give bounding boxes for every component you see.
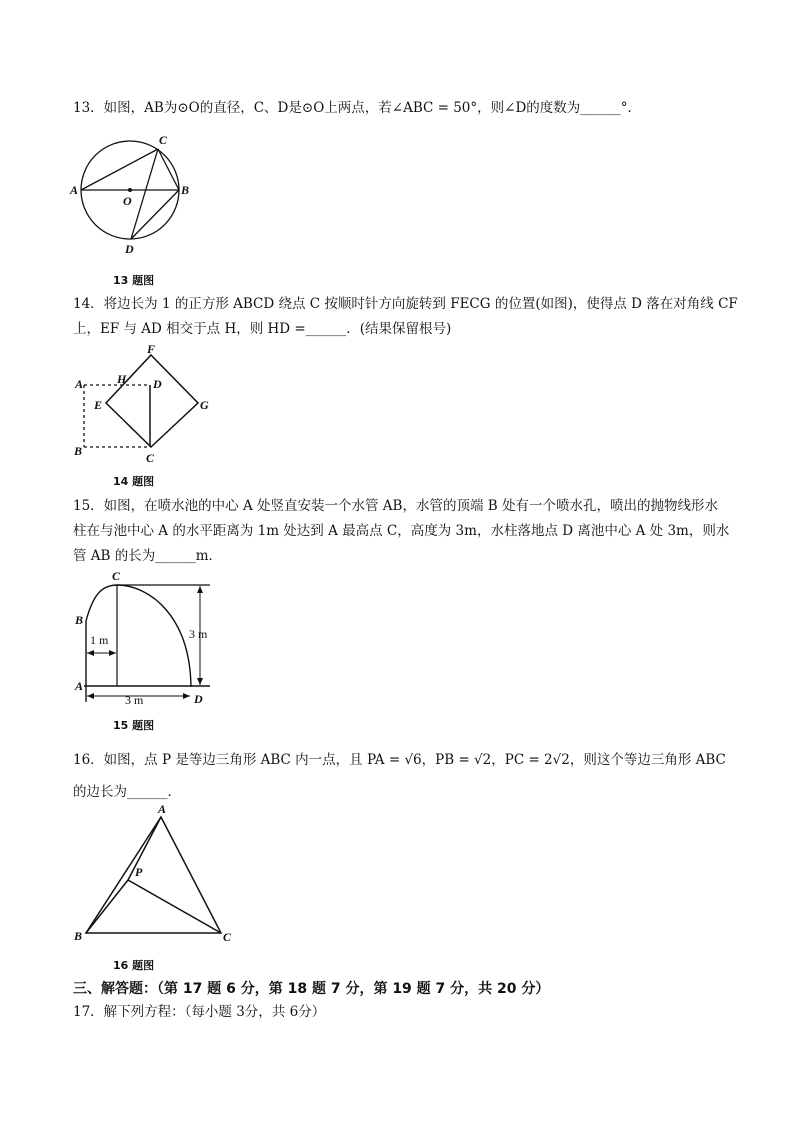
- q13-label-d: D: [125, 242, 134, 256]
- q14-label-g: G: [200, 398, 209, 412]
- q15-dim-1m: 1 m: [90, 633, 109, 647]
- q15-text-line1: 15．如图，在喷水池的中心 A 处竖直安装一个水管 AB，水管的顶端 B 处有一个喷水孔，喷出的抛物线形水: [73, 498, 718, 514]
- q16-caption: 16 题图: [113, 959, 155, 972]
- q13-label-c: C: [159, 133, 168, 147]
- q16-triangle-abc: [86, 817, 221, 933]
- q15-label-a: A: [75, 679, 84, 693]
- q13-figure: [68, 130, 198, 260]
- q14-label-f: F: [147, 342, 156, 356]
- q14-figure: [72, 343, 222, 463]
- q16-text-line2: 的边长为______．: [73, 784, 181, 800]
- q14-label-d: D: [153, 377, 162, 391]
- q15-3m-arrowhead-right: [183, 693, 190, 699]
- q15-dim-3m-width: 3 m: [125, 693, 144, 707]
- q14-text-line2: 上，EF 与 AD 相交于点 H，则 HD =______．(结果保留根号): [73, 321, 452, 337]
- q14-caption: 14 题图: [113, 475, 155, 488]
- q15-arrowhead-down: [197, 678, 203, 685]
- q17-text: 17．解下列方程：（每小题 3分，共 6分）: [73, 1004, 326, 1020]
- q14-label-e: E: [94, 398, 103, 412]
- q15-arrowhead-up: [197, 586, 203, 593]
- q15-text-line3: 管 AB 的长为______m．: [73, 548, 223, 564]
- q16-text-line1: 16．如图，点 P 是等边三角形 ABC 内一点，且 PA = √6，PB = √2，PC = 2√2，则这个等边三角形 ABC: [73, 752, 726, 768]
- q15-label-c: C: [112, 569, 121, 583]
- q16-figure: [72, 803, 242, 948]
- q16-label-p: P: [135, 865, 143, 879]
- q13-label-o: O: [123, 194, 132, 208]
- q15-dim-3m-height: 3 m: [189, 627, 208, 641]
- q14-rotated-square: [106, 355, 198, 447]
- q14-text-line1: 14．将边长为 1 的正方形 ABCD 绕点 C 按顺时针方向旋转到 FECG 的位置(如图)，使得点 D 落在对角线 CF: [73, 296, 738, 312]
- q13-text: 13．如图，AB为⊙O的直径，C、D是⊙O上两点，若∠ABC = 50°，则∠D的度数为______°．: [73, 100, 642, 116]
- q15-figure: [72, 566, 222, 714]
- q13-center-dot: [128, 188, 132, 192]
- q15-caption: 15 题图: [113, 719, 155, 732]
- q16-segment-pa: [128, 817, 161, 880]
- q15-label-b: B: [75, 613, 84, 627]
- q13-caption: 13 题图: [113, 274, 155, 287]
- q16-label-c: C: [223, 930, 232, 944]
- q13-label-b: B: [181, 183, 190, 197]
- q15-label-d: D: [194, 692, 203, 706]
- q14-label-h: H: [117, 372, 127, 386]
- q13-chord-bc: [158, 149, 179, 190]
- q14-label-c: C: [146, 451, 155, 465]
- q16-segment-pb: [86, 880, 128, 933]
- section-title: 三、解答题：（第 17 题 6 分，第 18 题 7 分，第 19 题 7 分，共 20 分）: [73, 981, 550, 997]
- q15-text-line2: 柱在与池中心 A 的水平距离为 1m 处达到 A 最高点 C，高度为 3m，水柱落地点 D 离池中心 A 处 3m，则水: [73, 523, 730, 539]
- q16-label-b: B: [74, 929, 83, 943]
- q14-label-a: A: [75, 377, 84, 391]
- q14-label-b: B: [74, 444, 83, 458]
- q15-1m-arrowhead-left: [87, 650, 94, 656]
- q16-label-a: A: [158, 802, 167, 816]
- q15-1m-arrowhead-right: [109, 650, 116, 656]
- q15-3m-arrowhead-left: [87, 693, 94, 699]
- q13-chord-ac: [81, 149, 158, 190]
- q13-label-a: A: [70, 183, 79, 197]
